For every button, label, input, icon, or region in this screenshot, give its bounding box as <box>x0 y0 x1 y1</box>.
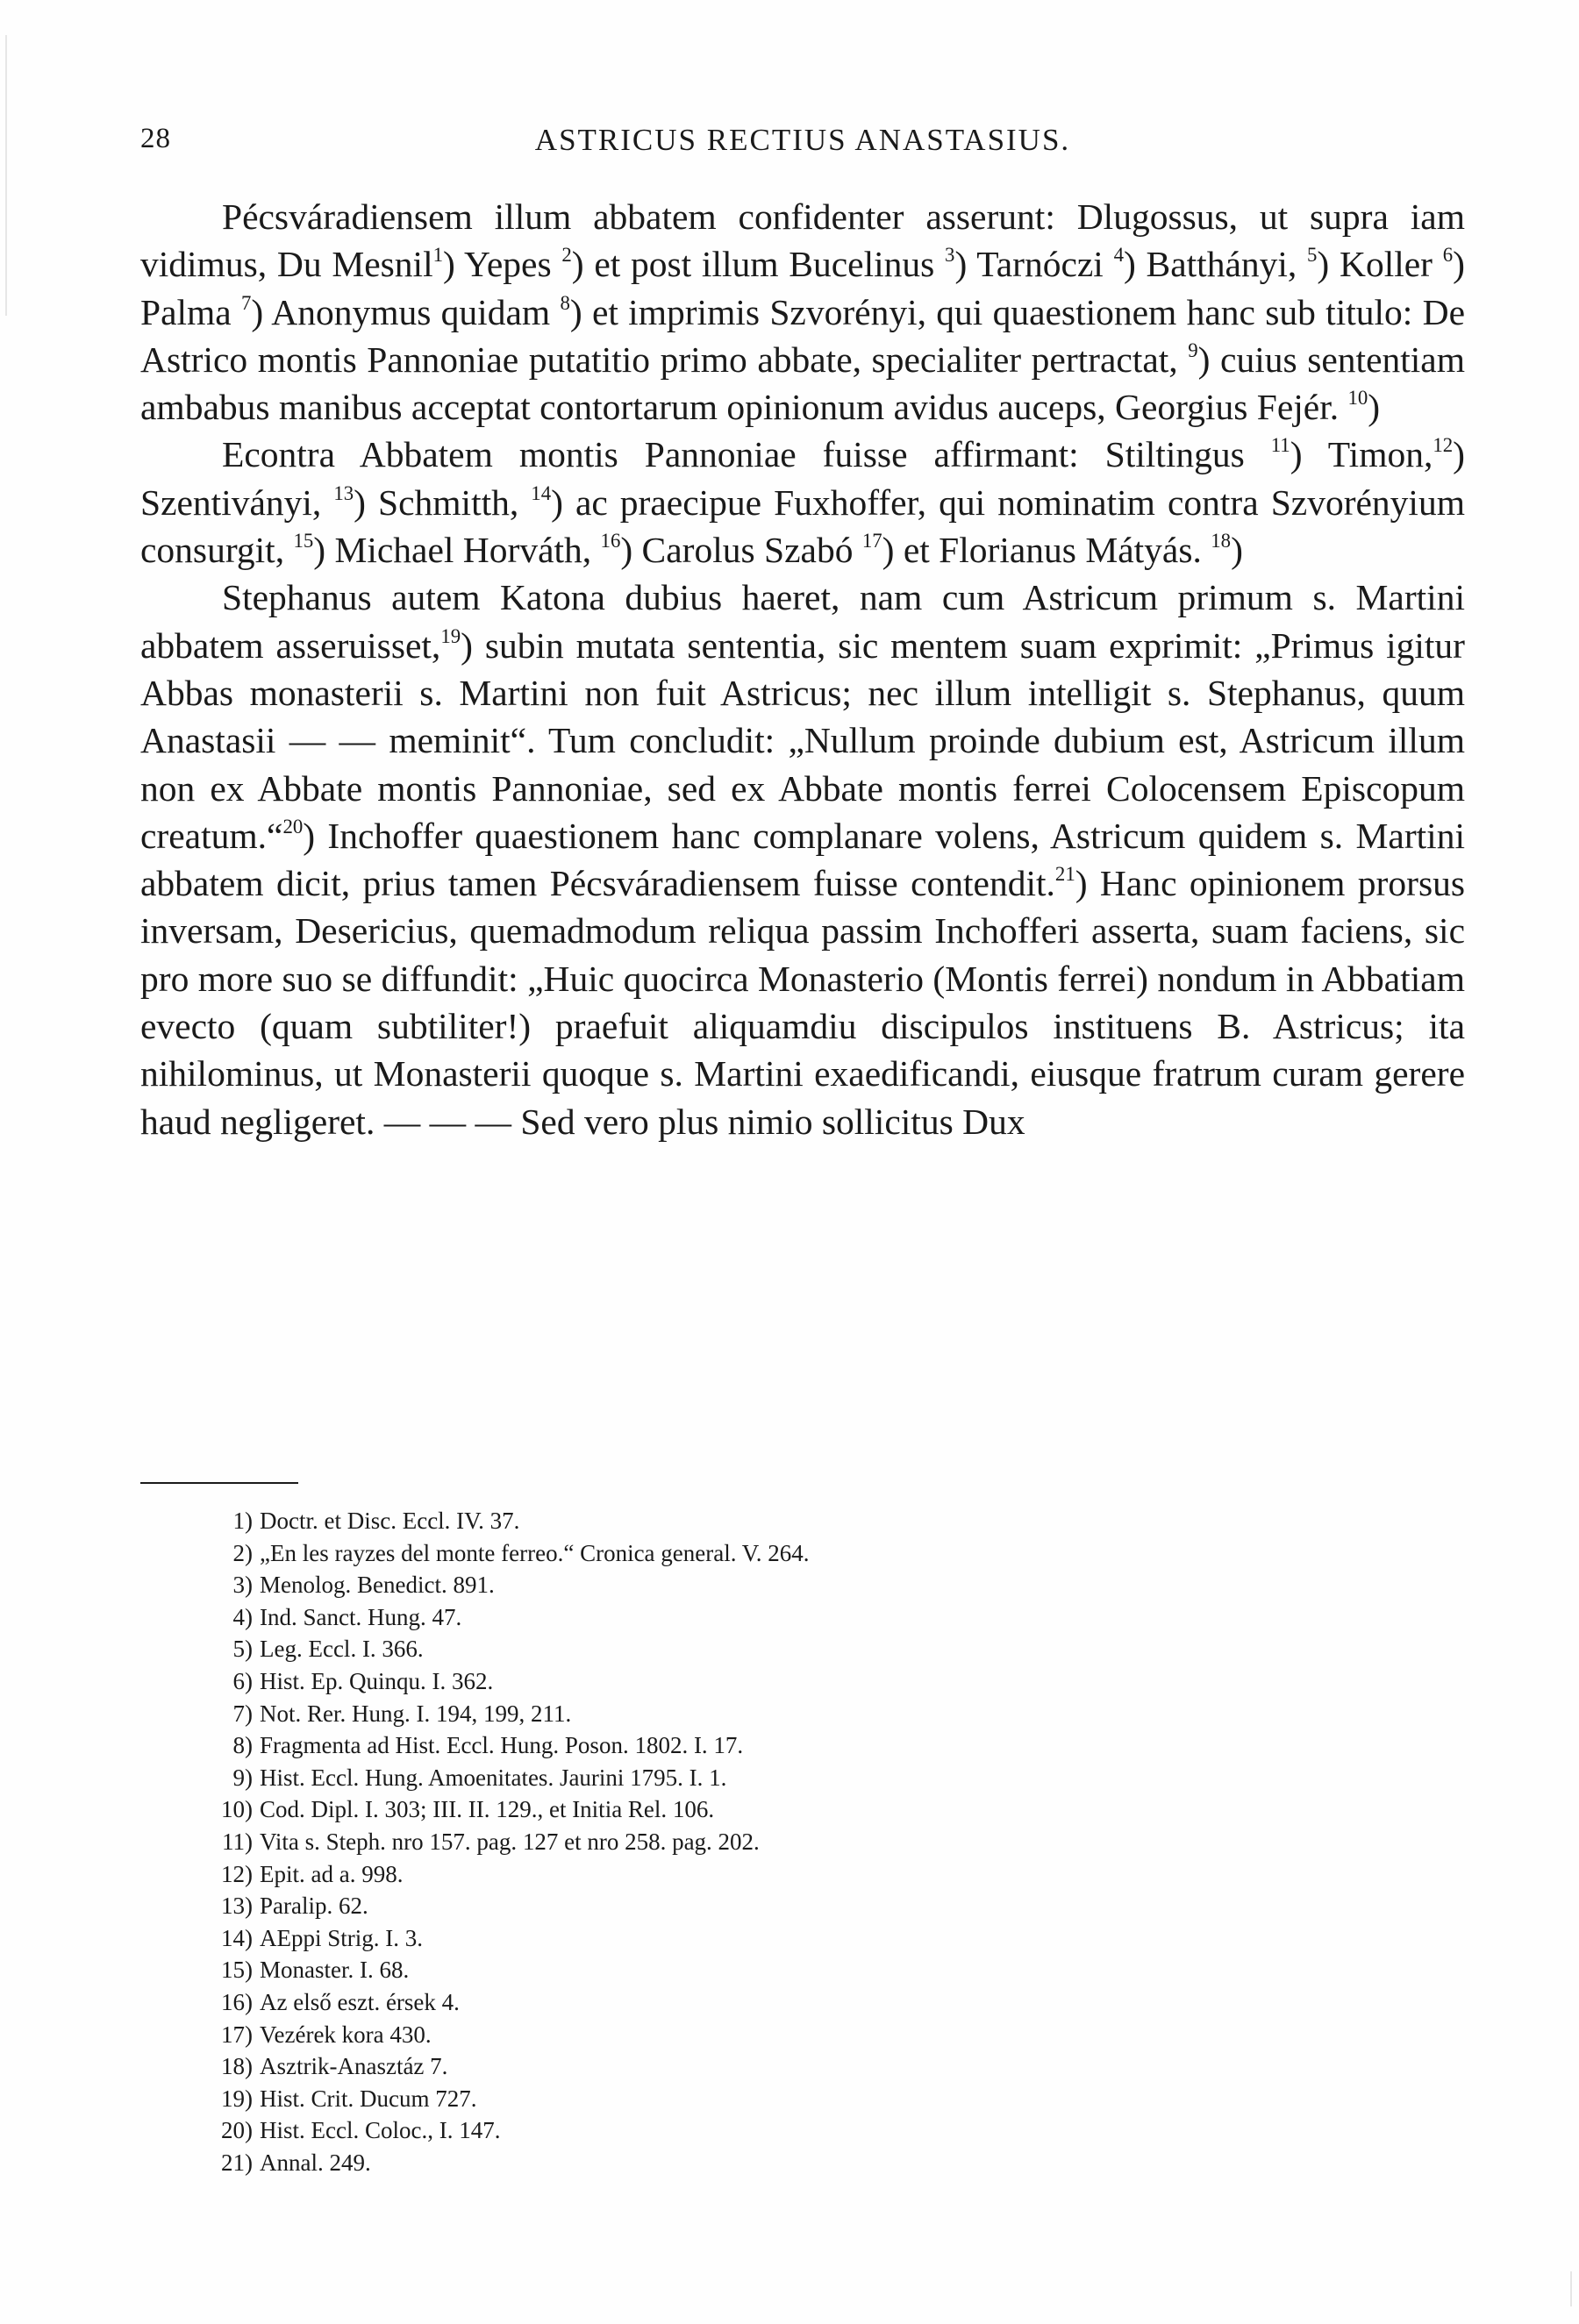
text-run: ) et Florianus Mátyás. <box>882 530 1211 571</box>
footnote-text: Asztrik-Anasztáz 7. <box>260 2053 448 2080</box>
footnote-number: 12) <box>221 1860 253 1887</box>
footnote-text: Monaster. I. 68. <box>260 1957 410 1984</box>
footnote-ref: 3 <box>945 244 955 267</box>
footnote-item <box>215 1537 1355 1570</box>
footnote-item <box>215 1922 1355 1955</box>
footnote-number: 5) <box>232 1636 253 1663</box>
footnote-number: 7) <box>232 1700 253 1727</box>
footnote-item <box>215 2019 1355 2051</box>
text-run: ) et post illum Bucelinus <box>571 244 946 285</box>
footnote-text: Hist. Crit. Ducum 727. <box>260 2085 477 2112</box>
footnote-number: 1) <box>232 1508 253 1534</box>
text-run: ) Timon, <box>1290 434 1433 475</box>
footnote-number: 18) <box>221 2053 253 2080</box>
footnote-text: Not. Rer. Hung. I. 194, 199, 211. <box>260 1700 572 1727</box>
running-title: ASTRICUS RECTIUS ANASTASIUS. <box>534 123 1071 157</box>
footnote-text: Paralip. 62. <box>260 1893 368 1920</box>
paragraph-2 <box>140 431 1465 574</box>
footnote-ref: 16 <box>600 529 621 552</box>
footnote-number: 15) <box>221 1957 253 1984</box>
scan-edge-mark <box>5 35 7 316</box>
page-header <box>140 123 1465 167</box>
footnote-text: Hist. Eccl. Coloc., I. 147. <box>260 2117 501 2144</box>
text-run: ) Szentiványi, <box>140 434 1465 523</box>
footnote-text: AEppi Strig. I. 3. <box>260 1924 423 1951</box>
footnote-item <box>215 1793 1355 1826</box>
footnote-number: 11) <box>222 1828 253 1855</box>
text-run: ) subin mutata sententia, sic mentem suam exprimit: „Primus igitur Abbas monasterii s. Martini non fuit Astricus; nec illum intelligit s. Stephanus, quum Anastasii — — meminit“. Tum concludit: „Nullum proinde dubium est, Astricum illum non ex Abbate montis Pannoniae, sed ex Abbate montis ferrei Colocensem Episcopum creatum.“ <box>140 624 1465 856</box>
footnote-ref: 15 <box>293 529 314 552</box>
text-run: ) Koller <box>1317 244 1443 285</box>
footnote-item <box>215 2147 1355 2179</box>
footnote-ref: 5 <box>1307 244 1318 267</box>
footnote-ref: 4 <box>1113 244 1124 267</box>
footnote-ref: 19 <box>440 624 461 647</box>
text-run: Stephanus autem Katona dubius haeret, nam cum Astricum primum s. Martini abbatem asseruisset, <box>140 577 1465 666</box>
footnote-item <box>215 1762 1355 1794</box>
footnote-ref: 12 <box>1433 434 1454 457</box>
footnote-number: 13) <box>221 1893 253 1920</box>
footnote-number: 16) <box>221 1988 253 2015</box>
footnote-item <box>215 1569 1355 1601</box>
footnote-item <box>215 1633 1355 1665</box>
footnote-item <box>215 1729 1355 1762</box>
footnote-item <box>215 1665 1355 1698</box>
footnote-item <box>215 1505 1355 1537</box>
footnote-ref: 20 <box>282 815 304 838</box>
footnote-text: Ind. Sanct. Hung. 47. <box>260 1603 462 1630</box>
footnote-item <box>215 2083 1355 2115</box>
footnote-ref: 18 <box>1211 529 1232 552</box>
text-run: ) Inchoffer quaestionem hanc complanare volens, Astricum quidem s. Martini abbatem dicit, prius tamen Pécsváradiensem fuisse contendit. <box>140 815 1465 904</box>
text-run: ) Yepes <box>443 244 562 285</box>
footnote-text: Fragmenta ad Hist. Eccl. Hung. Poson. 1802. I. 17. <box>260 1732 744 1759</box>
text-run: ) Palma <box>140 244 1465 332</box>
footnote-item <box>215 1858 1355 1891</box>
footnote-ref: 21 <box>1054 863 1075 886</box>
text-run: ) <box>1368 387 1381 428</box>
footnote-text: Leg. Eccl. I. 366. <box>260 1636 424 1663</box>
text-run: Econtra Abbatem montis Pannoniae fuisse affirmant: Stiltingus <box>222 434 1271 475</box>
footnote-number: 8) <box>232 1732 253 1759</box>
footnote-number: 10) <box>221 1796 253 1823</box>
footnote-number: 6) <box>232 1667 253 1694</box>
footnote-item <box>215 1698 1355 1730</box>
text-run: ) Schmitth, <box>354 481 532 523</box>
text-run: ) Tarnóczi <box>954 244 1114 285</box>
text-run: ) et imprimis Szvorényi, qui quaestionem hanc sub titulo: De Astrico montis Pannoniae putatitio primo abbate, specialiter pertractat, <box>140 291 1465 380</box>
footnote-number: 17) <box>221 2021 253 2048</box>
scan-edge-mark <box>1570 2271 1572 2306</box>
footnote-text: Menolog. Benedict. 891. <box>260 1572 495 1599</box>
footnote-item <box>215 1890 1355 1922</box>
footnote-text: Vita s. Steph. nro 157. pag. 127 et nro 258. pag. 202. <box>260 1828 760 1855</box>
footnote-text: Hist. Eccl. Hung. Amoenitates. Jaurini 1795. I. 1. <box>260 1764 727 1791</box>
footnote-ref: 1 <box>432 244 444 267</box>
footnote-item <box>215 1601 1355 1634</box>
footnote-text: Az első eszt. érsek 4. <box>260 1988 460 2015</box>
footnote-number: 20) <box>221 2117 253 2144</box>
paragraph-3 <box>140 574 1465 1145</box>
paragraph-1 <box>140 193 1465 431</box>
footnotes-list <box>215 1505 1355 2178</box>
footnote-number: 4) <box>232 1603 253 1630</box>
footnote-number: 3) <box>232 1572 253 1599</box>
footnote-text: Hist. Ep. Quinqu. I. 362. <box>260 1667 494 1694</box>
text-run: ) Hanc opinionem prorsus inversam, Desericius, quemadmodum reliqua passim Inchofferi asserta, suam faciens, sic pro more suo se diffundit: „Huic quocirca Monasterio (Montis ferrei) nondum in Abbatiam evecto (quam subtiliter!) praefuit aliquamdiu discipulos instituens B. Astricus; ita nihilominus, ut Monasterii quoque s. Martini exaedificandi, eiusque fratrum curam gerere haud negligeret. — — — Sed vero plus nimio sollicitus Dux <box>140 863 1465 1142</box>
footnote-ref: 2 <box>561 244 572 267</box>
footnote-ref: 6 <box>1442 244 1454 267</box>
footnote-ref: 17 <box>861 529 882 552</box>
text-run: ) <box>1231 530 1243 571</box>
footnote-ref: 8 <box>560 291 570 314</box>
footnote-text: Doctr. et Disc. Eccl. IV. 37. <box>260 1508 520 1534</box>
footnote-number: 9) <box>232 1764 253 1791</box>
footnote-text: Annal. 249. <box>260 2149 371 2176</box>
footnote-item <box>215 2114 1355 2147</box>
footnote-item <box>215 1986 1355 2019</box>
main-text <box>140 193 1465 1145</box>
footnote-item <box>215 2050 1355 2083</box>
page-number: 28 <box>140 123 171 154</box>
footnote-ref: 11 <box>1270 434 1290 457</box>
footnote-text: „En les rayzes del monte ferreo.“ Cronica general. V. 264. <box>260 1539 810 1566</box>
footnote-text: Cod. Dipl. I. 303; III. II. 129., et Initia Rel. 106. <box>260 1796 715 1823</box>
text-run: Pécsváradiensem illum abbatem confidenter asserunt: Dlugossus, ut supra iam vidimus, Du Mesnil <box>140 196 1465 285</box>
text-run: ) Michael Horváth, <box>313 530 601 571</box>
footnote-number: 2) <box>232 1539 253 1566</box>
footnote-item <box>215 1954 1355 1986</box>
footnote-divider <box>140 1482 298 1484</box>
text-run: ) Anonymus quidam <box>251 291 561 332</box>
footnote-number: 21) <box>221 2149 253 2176</box>
footnote-text: Vezérek kora 430. <box>260 2021 432 2048</box>
text-run: ) Batthányi, <box>1123 244 1308 285</box>
text-run: ) Carolus Szabó <box>620 530 862 571</box>
footnote-item <box>215 1826 1355 1858</box>
footnote-text: Epit. ad a. 998. <box>260 1860 404 1887</box>
footnote-ref: 9 <box>1188 339 1198 361</box>
footnote-number: 14) <box>221 1924 253 1951</box>
footnote-ref: 13 <box>333 481 354 504</box>
footnote-number: 19) <box>221 2085 253 2112</box>
footnote-ref: 10 <box>1347 387 1368 410</box>
text-run: ) cuius sententiam ambabus manibus acceptat contortarum opinionum avidus auceps, Georgius Fejér. <box>140 339 1465 428</box>
footnote-ref: 14 <box>531 481 552 504</box>
footnote-ref: 7 <box>241 291 252 314</box>
text-run: ) ac praecipue Fuxhoffer, qui nominatim contra Szvorényium consurgit, <box>140 481 1465 571</box>
